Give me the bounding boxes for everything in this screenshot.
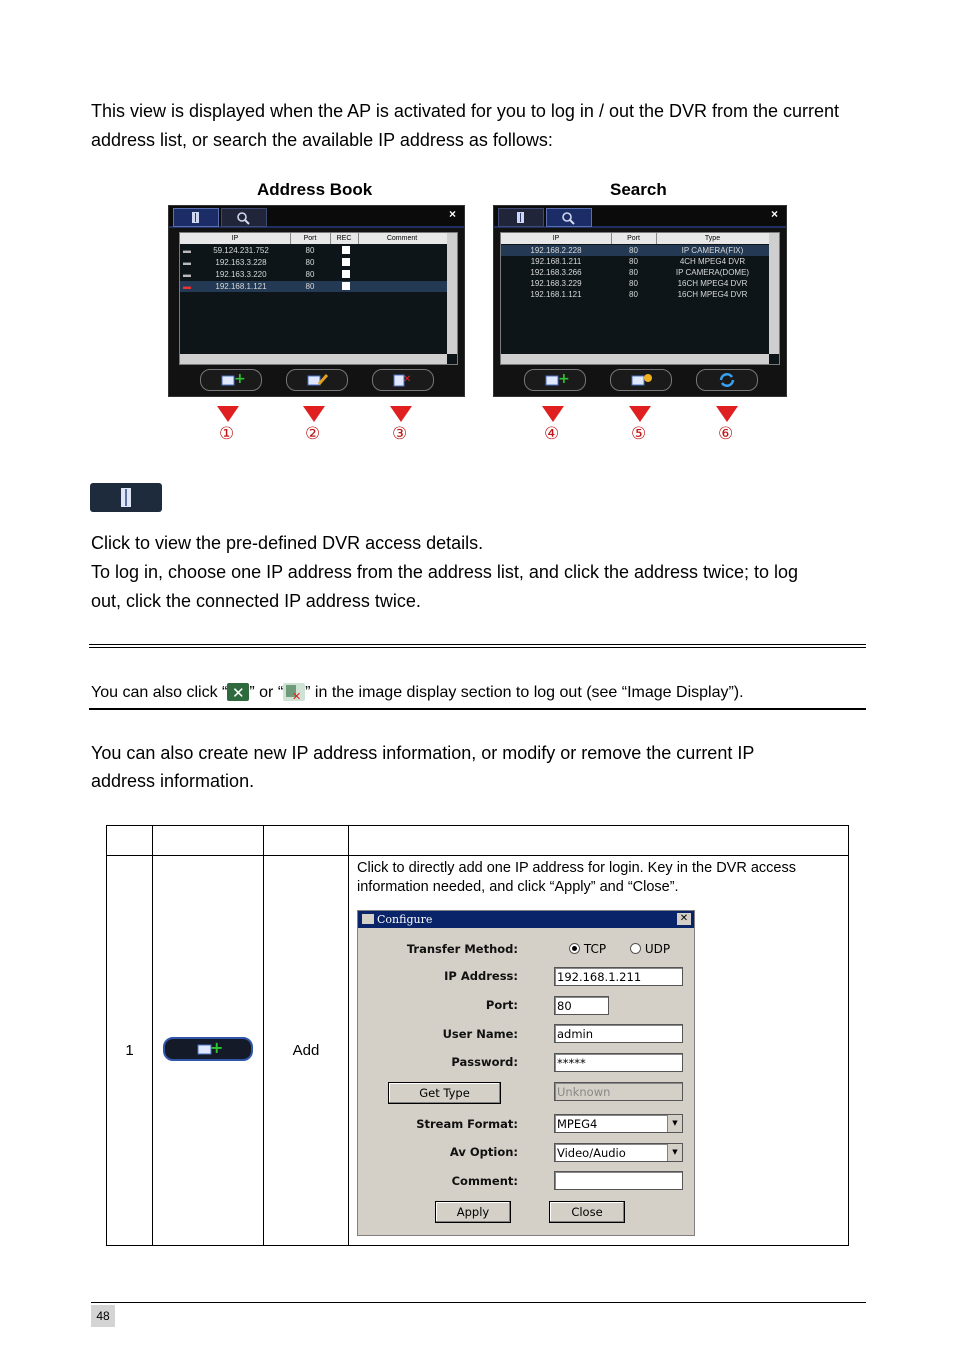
magnifier-icon bbox=[547, 209, 591, 226]
horizontal-scrollbar[interactable] bbox=[180, 354, 447, 364]
function-name: Add bbox=[264, 856, 349, 1246]
svg-text:✕: ✕ bbox=[403, 374, 412, 385]
search-list-header bbox=[501, 233, 769, 244]
create-text-1: You can also create new IP address information, or modify or remove the current IP bbox=[91, 743, 755, 763]
user-name-label: User Name: bbox=[442, 1027, 518, 1041]
add-icon bbox=[525, 370, 585, 390]
marker-3: ③ bbox=[392, 424, 408, 444]
row-icon-cell bbox=[153, 856, 264, 1246]
add-icon bbox=[165, 1039, 251, 1059]
svg-text:✕: ✕ bbox=[292, 690, 302, 701]
port-input[interactable]: 80 bbox=[554, 996, 609, 1015]
marker-6: ⑥ bbox=[718, 424, 734, 444]
stream-format-select[interactable]: MPEG4 ▼ bbox=[554, 1114, 683, 1133]
dvr-icon: ▬ bbox=[183, 270, 191, 279]
apply-button[interactable]: Apply bbox=[435, 1201, 511, 1223]
create-text-2: address information. bbox=[91, 771, 255, 791]
chevron-down-icon[interactable]: ▼ bbox=[667, 1144, 682, 1161]
table-row[interactable]: ▬ 192.168.1.121 80 bbox=[180, 281, 447, 292]
column-port: Port bbox=[290, 233, 331, 244]
password-label: Password: bbox=[451, 1055, 518, 1069]
marker-2: ② bbox=[305, 424, 321, 444]
intro-paragraph: This view is displayed when the AP is activated for you to log in / out the DVR from the current address list, or search the available IP address as follows: bbox=[91, 101, 840, 150]
user-name-input[interactable]: admin bbox=[554, 1024, 683, 1043]
search-result-list bbox=[500, 232, 780, 365]
delete-icon bbox=[373, 370, 433, 390]
column-ip: IP bbox=[501, 233, 612, 244]
configure-dialog bbox=[357, 910, 695, 1236]
search-tab[interactable] bbox=[221, 208, 267, 227]
magnifier-icon bbox=[222, 209, 266, 226]
rec-checkbox[interactable] bbox=[342, 246, 350, 254]
ip-address-input[interactable]: 192.168.1.211 bbox=[554, 967, 683, 986]
close-icon[interactable]: × bbox=[448, 207, 456, 221]
arrow-marker bbox=[303, 406, 325, 422]
address-book-desc-2: To log in, choose one IP address from the address list, and click the address twice; to log bbox=[91, 562, 799, 582]
window-icon bbox=[362, 914, 374, 924]
add-button[interactable] bbox=[200, 369, 262, 391]
vertical-scrollbar[interactable] bbox=[447, 233, 457, 354]
svg-text:+: + bbox=[558, 371, 570, 387]
search-tabbar bbox=[494, 206, 786, 228]
table-row[interactable]: 192.168.2.228 80 IP CAMERA(FIX) bbox=[501, 245, 769, 256]
address-book-tabbar bbox=[169, 206, 464, 228]
address-list-header bbox=[180, 233, 447, 244]
search-tab[interactable] bbox=[546, 208, 592, 227]
rec-checkbox[interactable] bbox=[342, 282, 350, 290]
close-x-icon bbox=[227, 683, 249, 701]
search-title: Search bbox=[610, 180, 667, 199]
password-input[interactable]: ***** bbox=[554, 1053, 683, 1072]
refresh-button[interactable] bbox=[696, 369, 758, 391]
comment-input[interactable] bbox=[554, 1171, 683, 1190]
radio-udp[interactable]: UDP bbox=[630, 942, 670, 956]
footer-rule bbox=[91, 1302, 866, 1303]
address-book-tab[interactable] bbox=[498, 208, 544, 227]
column-rec: REC bbox=[330, 233, 359, 244]
arrow-marker bbox=[217, 406, 239, 422]
table-header-row bbox=[107, 826, 849, 856]
arrow-marker bbox=[716, 406, 738, 422]
add-icon bbox=[201, 370, 261, 390]
comment-label: Comment: bbox=[451, 1174, 518, 1188]
table-row[interactable]: 192.168.3.229 80 16CH MPEG4 DVR bbox=[530, 279, 748, 288]
chevron-down-icon[interactable]: ▼ bbox=[667, 1115, 682, 1132]
add-button[interactable] bbox=[163, 1037, 253, 1061]
horizontal-scrollbar[interactable] bbox=[501, 354, 769, 364]
transfer-method-label: Transfer Method: bbox=[406, 942, 518, 956]
note-top-rule bbox=[89, 644, 866, 645]
gear-icon bbox=[611, 370, 671, 390]
address-book-desc-3: out, click the connected IP address twice. bbox=[91, 591, 421, 611]
remove-button[interactable] bbox=[372, 369, 434, 391]
add-to-book-button[interactable] bbox=[524, 369, 586, 391]
marker-5: ⑤ bbox=[631, 424, 647, 444]
dvr-icon: ▬ bbox=[183, 258, 191, 267]
stream-format-label: Stream Format: bbox=[416, 1117, 518, 1131]
radio-tcp[interactable]: TCP bbox=[569, 942, 606, 956]
table-row[interactable]: 192.168.1.121 80 16CH MPEG4 DVR bbox=[530, 290, 748, 299]
address-book-icon bbox=[90, 483, 162, 512]
disconnect-icon bbox=[283, 683, 305, 701]
address-book-tab-button[interactable] bbox=[90, 483, 162, 512]
rec-checkbox[interactable] bbox=[342, 270, 350, 278]
dvr-icon: ▬ bbox=[183, 246, 191, 255]
marker-4: ④ bbox=[544, 424, 560, 444]
table-row[interactable]: ▬ 59.124.231.752 80 bbox=[180, 245, 447, 256]
page-number: 48 bbox=[91, 1305, 115, 1327]
arrow-marker bbox=[390, 406, 412, 422]
modify-button[interactable] bbox=[286, 369, 348, 391]
note-top-rule-2 bbox=[89, 647, 866, 648]
column-ip: IP bbox=[180, 233, 291, 244]
marker-1: ① bbox=[219, 424, 235, 444]
vertical-scrollbar[interactable] bbox=[769, 233, 779, 354]
dvr-icon: ▬ bbox=[183, 282, 191, 291]
search-window bbox=[493, 205, 787, 397]
address-book-icon bbox=[174, 209, 218, 226]
get-type-button[interactable]: Get Type bbox=[388, 1082, 501, 1104]
address-book-desc-1: Click to view the pre-defined DVR access details. bbox=[91, 533, 484, 553]
close-icon[interactable]: ✕ bbox=[677, 913, 691, 925]
refresh-icon bbox=[697, 370, 757, 390]
arrow-marker bbox=[629, 406, 651, 422]
function-description: Click to directly add one IP address for login. Key in the DVR access information needed, and click “Apply” and “Close”. bbox=[357, 860, 796, 895]
close-button[interactable]: Close bbox=[549, 1201, 625, 1223]
table-row[interactable]: ▬ 192.163.3.220 80 bbox=[180, 269, 447, 280]
column-port: Port bbox=[611, 233, 657, 244]
port-label: Port: bbox=[485, 998, 518, 1012]
address-book-icon bbox=[499, 209, 543, 226]
address-book-window bbox=[168, 205, 465, 397]
av-option-label: Av Option: bbox=[449, 1145, 518, 1159]
note-text: You can also click “ ✕ ” or “ ✕ ” in the image display section to log out (see “Image Display”). bbox=[91, 684, 744, 701]
close-icon[interactable]: × bbox=[770, 207, 778, 221]
svg-text:✕: ✕ bbox=[232, 684, 245, 701]
table-row[interactable]: 192.168.1.211 80 4CH MPEG4 DVR bbox=[530, 257, 746, 266]
configure-titlebar: Configure ✕ bbox=[358, 911, 694, 928]
arrow-marker bbox=[542, 406, 564, 422]
address-book-tab[interactable] bbox=[173, 208, 219, 227]
address-book-title: Address Book bbox=[257, 180, 373, 199]
setup-button[interactable] bbox=[610, 369, 672, 391]
type-field: Unknown bbox=[554, 1082, 683, 1101]
svg-text:+: + bbox=[210, 1039, 224, 1057]
ip-address-label: IP Address: bbox=[444, 969, 518, 983]
rec-checkbox[interactable] bbox=[342, 258, 350, 266]
table-row[interactable]: 192.168.3.266 80 IP CAMERA(DOME) bbox=[530, 268, 750, 277]
table-row[interactable]: ▬ 192.163.3.228 80 bbox=[180, 257, 447, 268]
address-list bbox=[179, 232, 458, 365]
column-type: Type bbox=[704, 235, 721, 242]
edit-icon bbox=[287, 370, 347, 390]
av-option-select[interactable]: Video/Audio ▼ bbox=[554, 1143, 683, 1162]
row-number: 1 bbox=[107, 856, 153, 1246]
svg-text:+: + bbox=[234, 371, 246, 387]
column-comment: Comment bbox=[386, 235, 418, 242]
note-bottom-rule bbox=[89, 708, 866, 710]
